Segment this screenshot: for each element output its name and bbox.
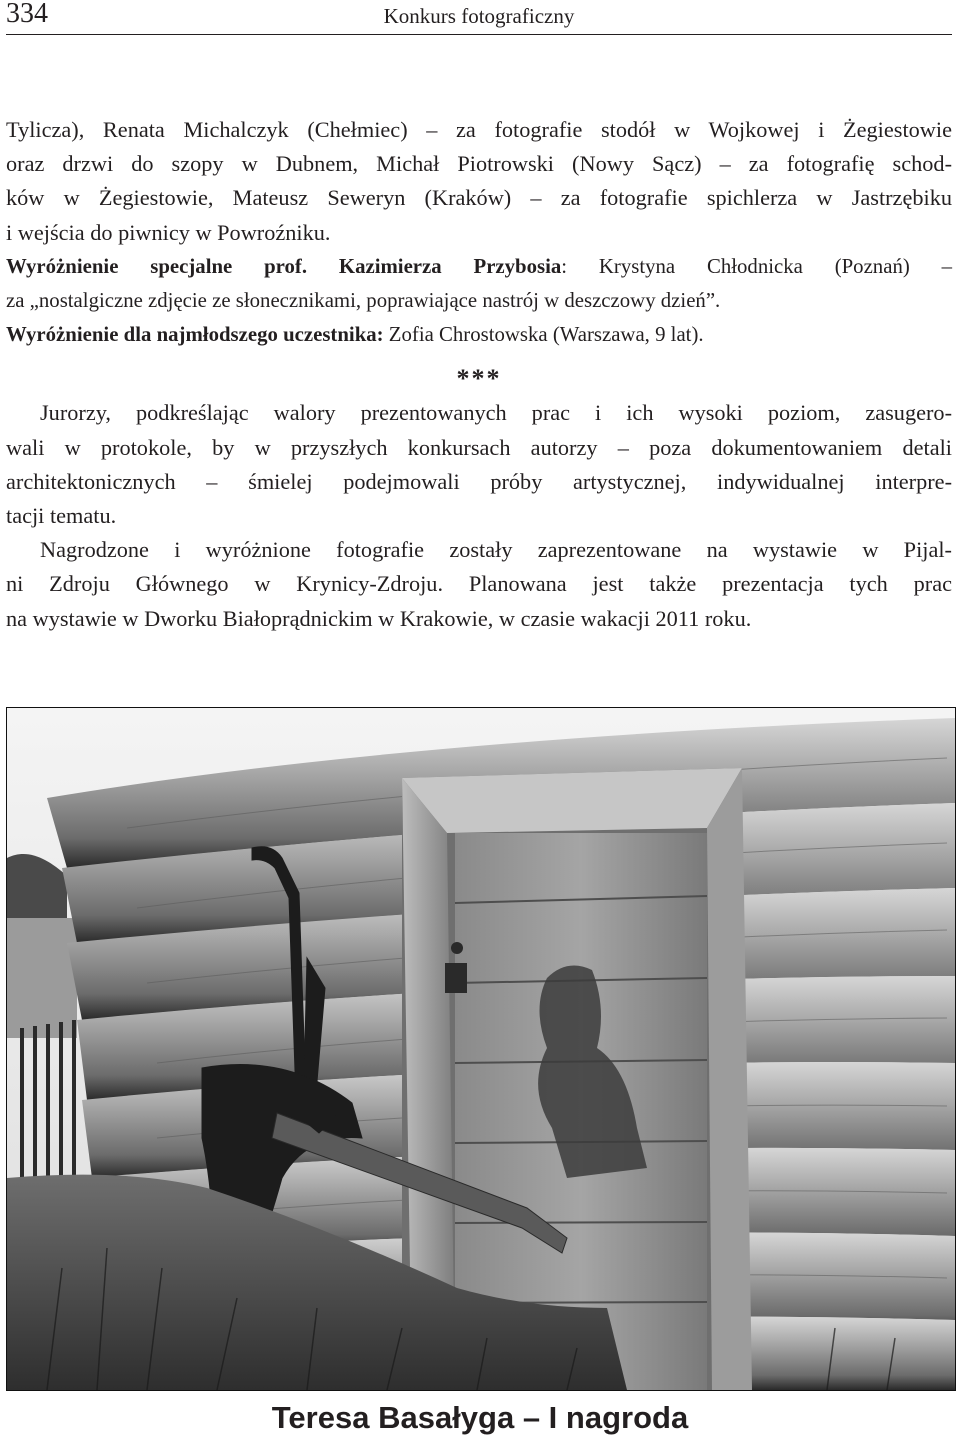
photograph-wooden-door bbox=[6, 707, 956, 1391]
photo-caption: Teresa Basałyga – I nagroda bbox=[271, 1400, 689, 1435]
youngest-award-label: Wyróżnienie dla najmłodszego uczestnika: bbox=[6, 323, 384, 347]
special-award bbox=[6, 250, 952, 318]
text-line: Tylicza), Renata Michalczyk (Chełmiec) – za fotografie stodół w Wojkowej i Żegiestowie bbox=[6, 117, 952, 142]
text-line: na wystawie w Dworku Białoprądnickim w Krakowie, w czasie wakacji 2011 roku. bbox=[6, 605, 752, 631]
paragraph-winners-continued bbox=[6, 113, 952, 250]
page-header bbox=[6, 0, 952, 35]
special-award-label: Wyróżnienie specjalne prof. Kazimierza Przybosia bbox=[6, 254, 562, 278]
text-line: ni Zdroju Głównego w Krynicy-Zdroju. Planowana jest także prezentacja tych prac bbox=[6, 571, 952, 597]
body-text bbox=[6, 113, 952, 636]
paragraph-exhibition bbox=[6, 533, 952, 636]
youngest-award-text: Zofia Chrostowska (Warszawa, 9 lat). bbox=[383, 323, 704, 347]
text-line: wali w protokole, by w przyszłych konkursach autorzy – poza dokumentowaniem detali bbox=[6, 434, 952, 460]
special-award-text: : Krystyna Chłodnicka (Poznań) – bbox=[561, 254, 952, 278]
paragraph-jury bbox=[6, 396, 952, 533]
text-line: tacji tematu. bbox=[6, 503, 117, 529]
special-award-text-cont: za „nostalgiczne zdjęcie ze słonecznikami, poprawiające nastrój w deszczowy dzień”. bbox=[6, 289, 721, 313]
text-line: Jurorzy, podkreślając walory prezentowanych prac i ich wysoki poziom, zasugero- bbox=[40, 400, 952, 426]
youngest-award bbox=[6, 318, 952, 352]
text-line: ków w Żegiestowie, Mateusz Seweryn (Kraków) – za fotografie spichlerza w Jastrzębiku bbox=[6, 185, 952, 211]
running-head: Konkurs fotograficzny bbox=[383, 4, 575, 28]
text-line: architektonicznych – śmielej podejmowali próby artystycznej, indywidualnej interpre- bbox=[6, 468, 952, 494]
text-line: i wejścia do piwnicy w Powroźniku. bbox=[6, 219, 331, 245]
text-line: Nagrodzone i wyróżnione fotografie zostały zaprezentowane na wystawie w Pijal- bbox=[40, 537, 952, 563]
text-line: oraz drzwi do szopy w Dubnem, Michał Piotrowski (Nowy Sącz) – za fotografię schod- bbox=[6, 151, 952, 177]
page-number: 334 bbox=[6, 0, 48, 29]
section-separator: *** bbox=[456, 364, 502, 394]
